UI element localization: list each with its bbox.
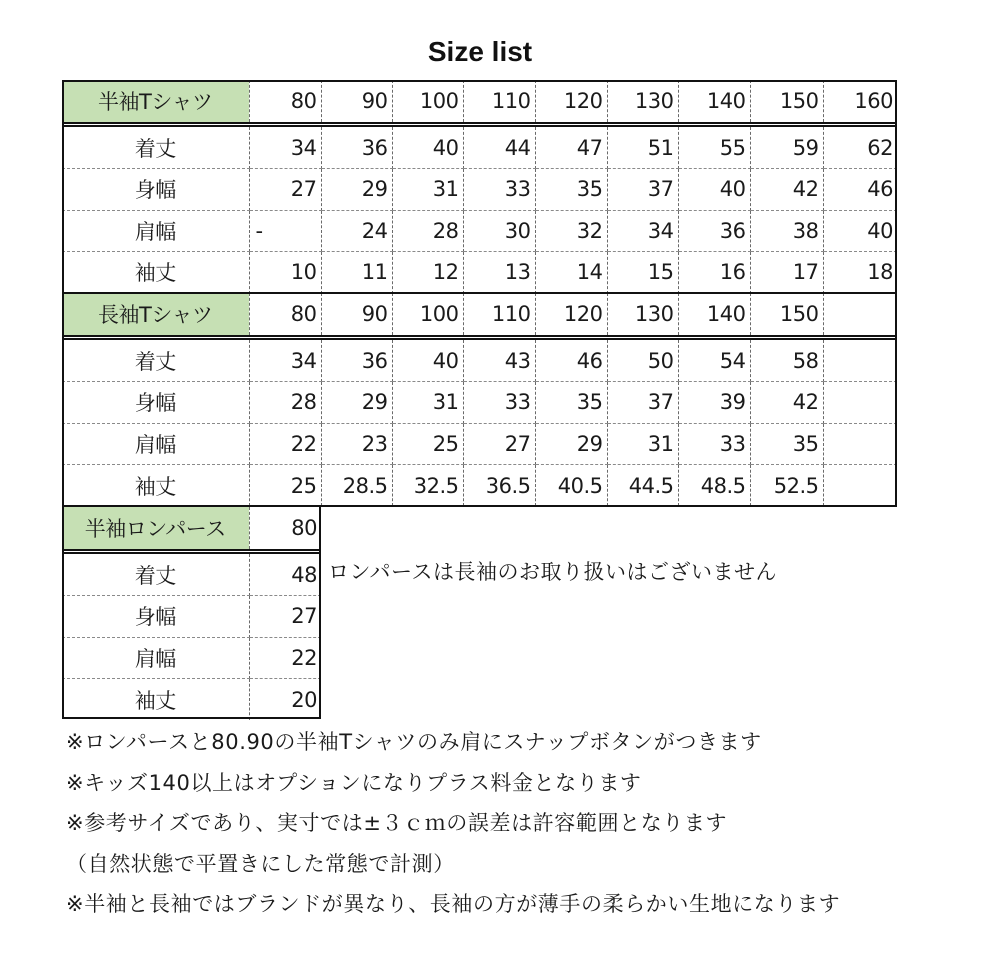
value-cell: 38 (750, 210, 823, 252)
size-cell: 80 (249, 80, 321, 122)
value-cell: 36 (321, 127, 392, 169)
value-cell: 33 (463, 169, 535, 211)
value-cell: 35 (535, 382, 607, 424)
value-cell: 48 (249, 554, 321, 596)
size-cell: 90 (321, 80, 392, 122)
value-cell: 44.5 (607, 465, 678, 507)
size-cell: 80 (291, 516, 317, 540)
value-cell: 51 (607, 127, 678, 169)
value-cell: 31 (392, 382, 463, 424)
value-cell: 40.5 (535, 465, 607, 507)
size-table (62, 80, 897, 122)
value-cell: 35 (535, 169, 607, 211)
value-cell: 28 (392, 210, 463, 252)
value-cell: 36 (678, 210, 750, 252)
product-label: 半袖ロンパース (62, 507, 249, 549)
value-cell (823, 465, 897, 507)
table-short-sleeve-tshirt-body (62, 127, 897, 294)
product-label: 半袖Tシャツ (62, 80, 249, 122)
table-rompers (62, 507, 321, 549)
value-cell: 47 (535, 127, 607, 169)
product-label: 長袖Tシャツ (62, 293, 249, 335)
value-cell: 33 (463, 382, 535, 424)
measure-label: 着丈 (62, 340, 249, 382)
value-cell (823, 340, 897, 382)
value-cell: 42 (750, 382, 823, 424)
table-row (62, 554, 321, 596)
value-cell: 35 (750, 423, 823, 465)
value-cell: 40 (392, 340, 463, 382)
value-cell: 31 (392, 169, 463, 211)
value-cell: 30 (463, 210, 535, 252)
value-cell: 13 (463, 252, 535, 294)
value-cell: 11 (321, 252, 392, 294)
table-row (62, 340, 897, 382)
value-cell (823, 423, 897, 465)
value-cell: 20 (291, 687, 317, 712)
size-cell: 160 (854, 89, 893, 113)
value-cell: 25 (392, 423, 463, 465)
value-cell: 27 (249, 169, 321, 211)
table-header-row (62, 293, 897, 335)
value-cell: 37 (607, 169, 678, 211)
value-cell: 40 (392, 127, 463, 169)
measure-label: 袖丈 (62, 465, 249, 507)
table-header-row (62, 507, 321, 549)
footnote: ※ロンパースと80.90の半袖Tシャツのみ肩にスナップボタンがつきます (66, 730, 762, 754)
measure-label: 肩幅 (62, 423, 249, 465)
value-cell: 43 (463, 340, 535, 382)
value-cell: 28 (249, 382, 321, 424)
size-table-body (62, 554, 321, 720)
size-cell: 80 (249, 293, 321, 335)
size-table-body (62, 340, 897, 506)
value-cell: 59 (750, 127, 823, 169)
size-cell: 90 (321, 293, 392, 335)
size-cell: 120 (535, 80, 607, 122)
footnote: ※参考サイズであり、実寸では±３ｃｍの誤差は許容範囲となります (66, 811, 728, 835)
value-cell: 58 (750, 340, 823, 382)
size-cell: 100 (392, 80, 463, 122)
measure-label: 袖丈 (62, 679, 249, 721)
value-cell: 27 (463, 423, 535, 465)
table-short-sleeve-tshirt (62, 80, 897, 122)
table-row (62, 252, 897, 294)
measure-label: 身幅 (62, 169, 249, 211)
size-table (62, 507, 321, 549)
value-cell: 31 (607, 423, 678, 465)
value-cell: 12 (392, 252, 463, 294)
value-cell: 40 (678, 169, 750, 211)
size-cell: 120 (535, 293, 607, 335)
table-row (62, 210, 897, 252)
value-cell: 23 (321, 423, 392, 465)
value-cell (823, 382, 897, 424)
footnote: （自然状態で平置きにした常態で計測） (66, 851, 455, 876)
value-cell: 34 (249, 340, 321, 382)
value-cell: 36 (321, 340, 392, 382)
footnote: ※キッズ140以上はオプションになりプラス料金となります (66, 770, 642, 795)
value-cell: 42 (750, 169, 823, 211)
value-cell: 32.5 (392, 465, 463, 507)
table-header-row (62, 80, 897, 122)
value-cell: 37 (607, 382, 678, 424)
value-cell: 22 (249, 423, 321, 465)
size-table-body (62, 127, 897, 294)
value-cell: 48.5 (678, 465, 750, 507)
measure-label: 肩幅 (62, 210, 249, 252)
measure-label: 身幅 (62, 382, 249, 424)
value-cell: 10 (249, 252, 321, 294)
table-long-sleeve-tshirt (62, 293, 897, 335)
footnotes (66, 722, 840, 925)
measure-label: 着丈 (62, 554, 249, 596)
value-cell: 16 (678, 252, 750, 294)
value-cell: 46 (823, 169, 897, 211)
value-cell: 24 (321, 210, 392, 252)
size-cell: 110 (463, 293, 535, 335)
page-title: Size list (427, 36, 533, 67)
value-cell: 27 (249, 596, 321, 638)
value-cell: - (249, 210, 321, 252)
footnote: ※半袖と長袖ではブランドが異なり、長袖の方が薄手の柔らかい生地になります (66, 892, 841, 916)
value-cell: 62 (823, 127, 897, 169)
table-rompers-body (62, 554, 321, 720)
size-cell: 140 (678, 293, 750, 335)
measure-label: 肩幅 (62, 637, 249, 679)
value-cell: 46 (535, 340, 607, 382)
size-cell: 150 (750, 293, 823, 335)
table-row (62, 596, 321, 638)
value-cell: 25 (249, 465, 321, 507)
value-cell: 29 (321, 382, 392, 424)
value-cell: 36.5 (463, 465, 535, 507)
size-cell: 150 (750, 80, 823, 122)
measure-label: 着丈 (62, 127, 249, 169)
value-cell: 15 (607, 252, 678, 294)
value-cell: 52.5 (750, 465, 823, 507)
size-cell (823, 293, 897, 335)
measure-label: 袖丈 (62, 252, 249, 294)
table-row (62, 423, 897, 465)
size-cell: 100 (392, 293, 463, 335)
value-cell: 28.5 (321, 465, 392, 507)
size-cell: 110 (463, 80, 535, 122)
value-cell: 22 (249, 637, 321, 679)
value-cell: 29 (321, 169, 392, 211)
rompers-note: ロンパースは長袖のお取り扱いはございません (328, 560, 777, 584)
value-cell: 34 (607, 210, 678, 252)
table-row (62, 169, 897, 211)
table-row (62, 679, 321, 721)
value-cell: 54 (678, 340, 750, 382)
value-cell: 33 (678, 423, 750, 465)
value-cell: 18 (823, 252, 897, 294)
section-divider (62, 292, 897, 294)
value-cell: 39 (678, 382, 750, 424)
size-cell: 140 (678, 80, 750, 122)
table-row (62, 127, 897, 169)
table-row (62, 637, 321, 679)
size-cell: 130 (607, 293, 678, 335)
value-cell: 17 (750, 252, 823, 294)
size-table (62, 293, 897, 335)
value-cell: 14 (535, 252, 607, 294)
table-row (62, 382, 897, 424)
value-cell: 34 (249, 127, 321, 169)
value-cell: 40 (823, 210, 897, 252)
value-cell: 50 (607, 340, 678, 382)
value-cell: 29 (535, 423, 607, 465)
value-cell: 55 (678, 127, 750, 169)
value-cell: 44 (463, 127, 535, 169)
table-row (62, 465, 897, 507)
table-long-sleeve-tshirt-body (62, 340, 897, 506)
value-cell: 32 (535, 210, 607, 252)
size-cell: 130 (607, 80, 678, 122)
measure-label: 身幅 (62, 596, 249, 638)
